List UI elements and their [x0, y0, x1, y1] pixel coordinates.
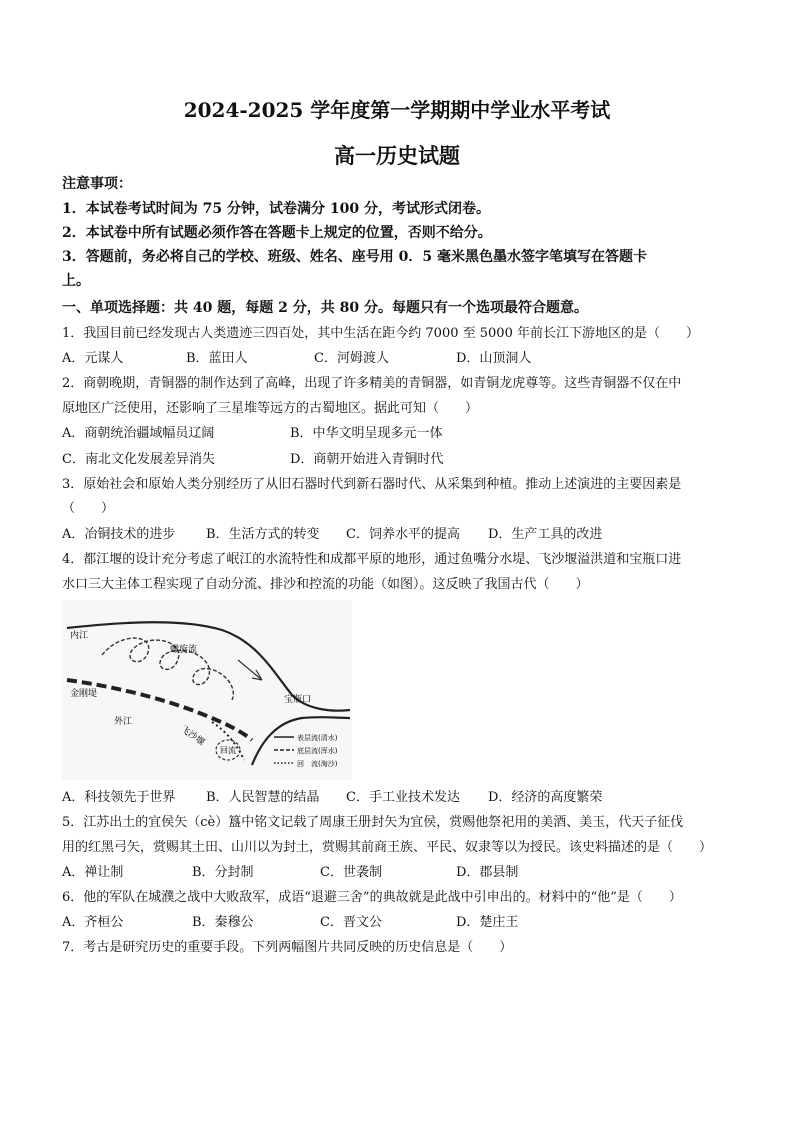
option-b: B．秦穆公: [192, 915, 254, 930]
notice-item: 3．答题前，务必将自己的学校、班级、姓名、座号用 0．5 毫米黑色墨水签字笔填写在答题卡: [62, 249, 647, 265]
option-c: C．晋文公: [320, 915, 382, 930]
option-c: C．河姆渡人: [314, 351, 389, 366]
question-stem: 2．商朝晚期，青铜器的制作达到了高峰，出现了许多精美的青铜器，如青铜龙虎尊等。这些青铜器不仅在中: [62, 376, 682, 391]
exam-subtitle: 高一历史试题: [334, 143, 460, 168]
dujiangyan-diagram: [62, 600, 352, 780]
question-stem: 4．都江堰的设计充分考虑了岷江的水流特性和成都平原的地形，通过鱼嘴分水堤、飞沙堰溢洪道和宝瓶口进: [62, 552, 682, 567]
label-feishayan: 飞沙堰: [178, 724, 207, 748]
option-a: A．齐桓公: [62, 915, 124, 930]
question-stem: 原地区广泛使用，还影响了三星堆等远方的古蜀地区。据此可知（ ）: [62, 401, 479, 416]
legend-bottom: 底层流(浑水): [297, 747, 338, 755]
notice-item: 2．本试卷中所有试题必须作答在答题卡上规定的位置，否则不给分。: [62, 225, 492, 241]
label-waijiang: 外江: [114, 717, 133, 727]
notice-item: 上。: [62, 273, 90, 289]
option-a: A．科技领先于世界: [62, 790, 176, 805]
option-b: B．分封制: [192, 865, 254, 880]
label-huiliu: 回流: [220, 746, 236, 755]
option-d: D．生产工具的改进: [488, 527, 603, 542]
option-d: D．郡县制: [456, 865, 519, 880]
option-b: B．人民智慧的结晶: [206, 790, 320, 805]
label-luoxuanliu: 螺旋流: [170, 645, 198, 655]
option-c: C．手工业技术发达: [346, 790, 460, 805]
question-stem: 6．他的军队在城濮之战中大败敌军，成语“退避三舍”的典故就是此战中引申出的。材料中的“他”是（ ）: [62, 890, 682, 905]
option-d: D．楚庄王: [456, 915, 519, 930]
option-d: D．山顶洞人: [456, 351, 532, 366]
notice-item: 1．本试卷考试时间为 75 分钟，试卷满分 100 分，考试形式闭卷。: [62, 201, 490, 217]
option-b: B．中华文明呈现多元一体: [290, 426, 443, 441]
question-stem: （ ）: [62, 501, 115, 516]
option-a: A．元谋人: [62, 351, 124, 366]
option-d: D．商朝开始进入青铜时代: [290, 452, 444, 467]
section-heading: 一、单项选择题：共 40 题，每题 2 分，共 80 分。每题只有一个选项最符合题意。: [62, 300, 588, 316]
option-d: D．经济的高度繁荣: [488, 790, 603, 805]
legend-return: 回 流(淘沙): [297, 760, 338, 768]
question-stem: 用的红黑弓矢，赏赐其土田、山川以为封土，赏赐其前商王族、平民、奴隶等以为授民。该史料描述的是（ ）: [62, 840, 713, 855]
option-c: C．南北文化发展差异消失: [62, 452, 215, 467]
question-stem: 水口三大主体工程实现了自动分流、排沙和控流的功能（如图）。这反映了我国古代（ ）: [62, 577, 589, 592]
question-stem: 5．江苏出土的宜侯矢（cè）簋中铭文记载了周康王册封矢为宜侯，赏赐他祭祀用的美酒、美玉，代天子征伐: [62, 815, 684, 830]
legend-surface: 表层流(清水): [297, 734, 338, 742]
option-a: A．冶铜技术的进步: [62, 527, 176, 542]
question-stem: 1．我国目前已经发现古人类遗迹三四百处，其中生活在距今约 7000 至 5000 年前长江下游地区的是（ ）: [62, 326, 699, 341]
option-c: C．世袭制: [320, 865, 382, 880]
label-neijiang: 内江: [70, 631, 89, 641]
label-jingangdi: 金刚堤: [70, 689, 98, 699]
question-stem: 7．考古是研究历史的重要手段。下列两幅图片共同反映的历史信息是（ ）: [62, 940, 513, 955]
question-stem: 3．原始社会和原始人类分别经历了从旧石器时代到新石器时代、从采集到种植。推动上述演进的主要因素是: [62, 477, 682, 492]
option-c: C．饲养水平的提高: [346, 527, 460, 542]
exam-title: 2024-2025 学年度第一学期期中学业水平考试: [183, 98, 611, 122]
option-a: A．禅让制: [62, 865, 124, 880]
notice-heading: 注意事项：: [62, 176, 132, 192]
option-a: A．商朝统治疆域幅员辽阔: [62, 426, 215, 441]
label-baopingkou: 宝瓶口: [284, 695, 312, 705]
option-b: B．生活方式的转变: [206, 527, 320, 542]
option-b: B．蓝田人: [186, 351, 248, 366]
